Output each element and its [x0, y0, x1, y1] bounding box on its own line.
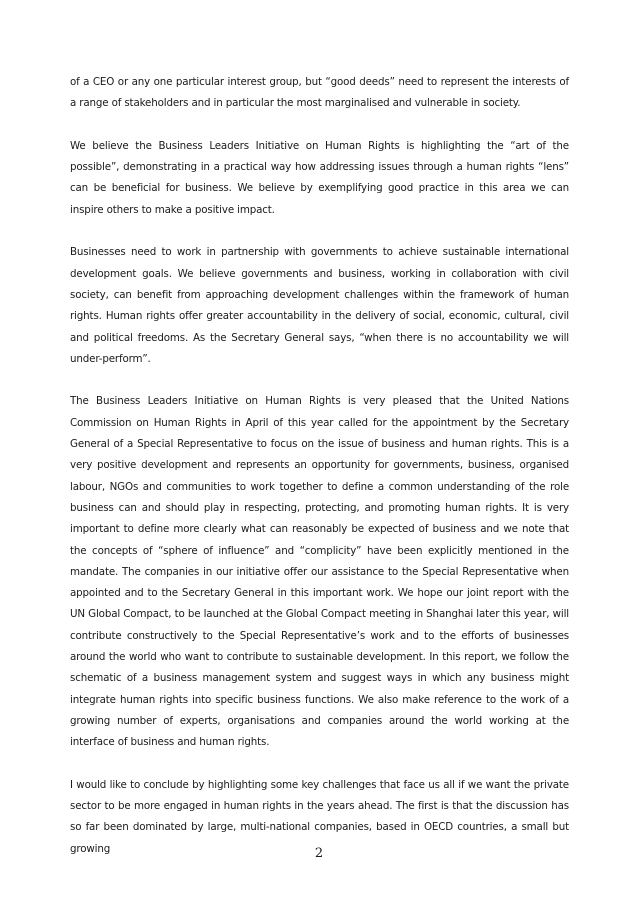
- paragraph-4: The Business Leaders Initiative on Human Rights is very pleased that the United Nations Commission on Human Rights in April of this year called for the appointment by the Secretary General of a Special Representative to focus on the issue of business and human rights. This is a very positive development and represents an opportunity for governments, business, organised labour, NGOs and communities to work together to define a common understanding of the role business can and should play in respecting, protecting, and promoting human rights. It is very important to define more clearly what can reasonably be expected of business and we note that the concepts of “sphere of influence” and “complicity” have been explicitly mentioned in the mandate. The companies in our initiative offer our assistance to the Special Representative when appointed and to the Secretary General in this important work. We hope our joint report with the UN Global Compact, to be launched at the Global Compact meeting in Shanghai later this year, will contribute constructively to the Special Representative’s work and to the efforts of businesses around the world who want to contribute to sustainable development. In this report, we follow the schematic of a business management system and suggest ways in which any business might integrate human rights into specific business functions. We also make reference to the work of a growing number of experts, organisations and companies around the world working at the interface of business and human rights.: [70, 395, 569, 749]
- paragraph-2: We believe the Business Leaders Initiative on Human Rights is highlighting the “art of the possible”, demonstrating in a practical way how addressing issues through a human rights “lens” can be beneficial for business. We believe by exemplifying good practice in this area we can inspire others to make a positive impact.: [70, 139, 569, 216]
- paragraph-5: I would like to conclude by highlighting some key challenges that face us all if we want the private sector to be more engaged in human rights in the years ahead. The first is that the discussion has so far been dominated by large, multi-national companies, based in OECD countries, a small but growing: [70, 778, 569, 855]
- page-number: 2: [314, 846, 324, 861]
- paragraph-3: Businesses need to work in partnership with governments to achieve sustainable international development goals. We believe governments and business, working in collaboration with civil society, can benefit from approaching development challenges within the framework of human rights. Human rights offer greater accountability in the delivery of social, economic, cultural, civil and political freedoms. As the Secretary General says, “when there is no accountability we will under-perform”.: [70, 246, 569, 365]
- paragraph-1: of a CEO or any one particular interest group, but “good deeds” need to represent the interests of a range of stakeholders and in particular the most marginalised and vulnerable in society.: [70, 76, 569, 110]
- document-body: [70, 72, 569, 881]
